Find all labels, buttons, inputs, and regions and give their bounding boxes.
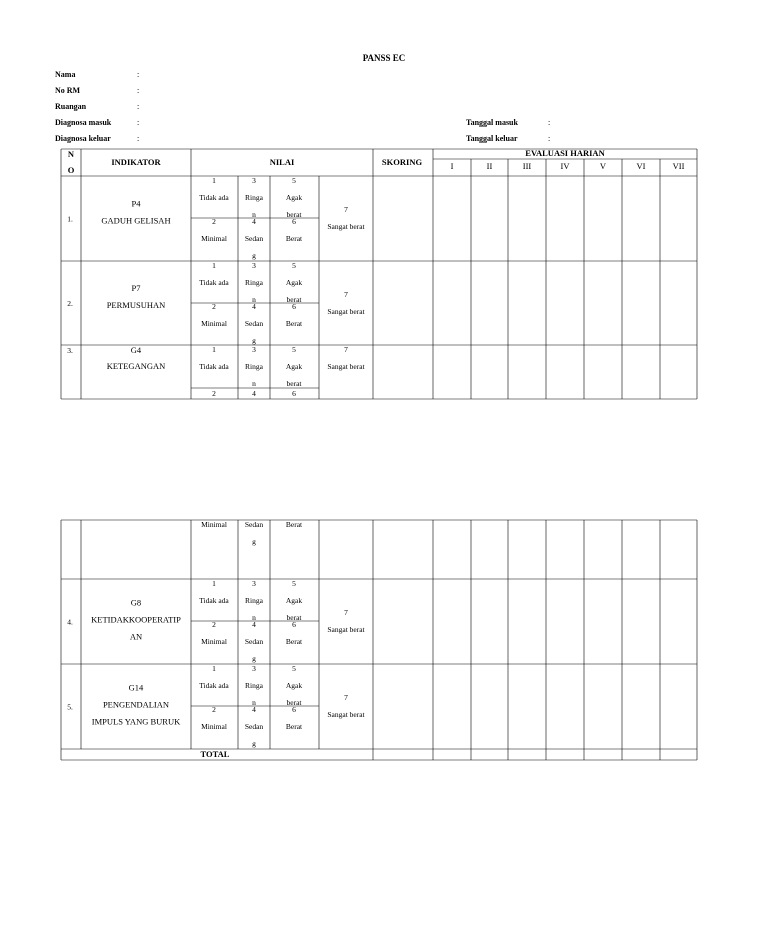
scale-label-sangat-berat: Sangat berat: [327, 710, 365, 719]
scale-number-5: 5: [292, 664, 296, 673]
scale-number-3: 3: [252, 579, 256, 588]
scale-label-berat: Berat: [285, 722, 303, 731]
scale-number-2: 2: [212, 705, 216, 714]
header-day-3: III: [522, 161, 532, 171]
scale-label-ringan: Ringa: [245, 681, 263, 690]
scale-label-agak-berat: berat: [286, 295, 302, 304]
indicator-name-4: AN: [129, 631, 143, 642]
scale-label-agak-berat: Agak: [285, 193, 303, 202]
scale-number-4: 4: [252, 302, 256, 311]
scale-label-minimal: Minimal: [201, 722, 227, 731]
header-no: N: [67, 149, 75, 159]
scale-label-agak-berat: Agak: [285, 278, 303, 287]
scale-label-tidak-ada: Tidak ada: [199, 596, 229, 605]
scale-label-agak-berat: berat: [286, 613, 302, 622]
header-day-5: V: [599, 161, 607, 171]
scale-label-sedang: Sedan: [244, 319, 264, 328]
field-colon-no-rm: :: [137, 86, 140, 95]
scale-number-4: 4: [252, 620, 256, 629]
indicator-name-4: KETIDAKKOOPERATIP: [91, 614, 181, 625]
field-label-diagnosa-keluar: Diagnosa keluar: [55, 134, 111, 143]
scale-number-1: 1: [212, 176, 216, 185]
scale-label-sedang: g: [252, 336, 256, 345]
scale-label-sedang: g: [252, 251, 256, 260]
indicator-name-2: PERMUSUHAN: [106, 300, 166, 310]
scale-label-berat: Berat: [285, 520, 303, 529]
scale-number-4: 4: [252, 217, 256, 226]
indicator-name-5: PENGENDALIAN: [102, 699, 170, 710]
scale-number-2: 2: [212, 620, 216, 629]
scale-number-3: 3: [252, 345, 256, 354]
total-label: TOTAL: [200, 749, 230, 759]
scale-number-2: 2: [212, 389, 216, 398]
row-number-5: 5.: [67, 702, 73, 712]
scale-number-2: 2: [212, 217, 216, 226]
scale-number-4: 4: [252, 705, 256, 714]
scale-label-ringan: Ringa: [245, 193, 263, 202]
scale-number-5: 5: [292, 261, 296, 270]
field-colon-ruangan: :: [137, 102, 140, 111]
scale-number-6: 6: [292, 217, 296, 226]
scale-number-5: 5: [292, 345, 296, 354]
scale-label-sedang: Sedan: [244, 722, 264, 731]
scale-label-agak-berat: berat: [286, 210, 302, 219]
scale-number-6: 6: [292, 620, 296, 629]
scale-label-ringan: n: [252, 210, 256, 219]
scale-number-3: 3: [252, 664, 256, 673]
scale-label-minimal: Minimal: [201, 234, 227, 243]
field-label-tanggal-keluar: Tanggal keluar: [466, 134, 518, 143]
field-colon-diagnosa-masuk: :: [137, 118, 140, 127]
header-day-2: II: [486, 161, 493, 171]
scale-label-sedang: g: [252, 739, 256, 748]
scale-number-5: 5: [292, 176, 296, 185]
scale-label-sangat-berat: Sangat berat: [327, 625, 365, 634]
row-number-1: 1.: [67, 214, 73, 224]
scale-label-sedang: g: [252, 537, 256, 546]
scale-label-ringan: n: [252, 698, 256, 707]
scale-label-berat: Berat: [285, 234, 303, 243]
field-label-ruangan: Ruangan: [55, 102, 87, 111]
form-title: PANSS EC: [362, 53, 406, 63]
scale-label-minimal: Minimal: [201, 520, 227, 529]
header-day-7: VII: [672, 161, 685, 171]
scale-number-7: 7: [344, 693, 348, 702]
indicator-name-3: KETEGANGAN: [106, 361, 166, 371]
scale-label-agak-berat: Agak: [285, 362, 303, 371]
scale-label-minimal: Minimal: [201, 637, 227, 646]
field-label-nama: Nama: [55, 70, 76, 79]
row-number-3: 3.: [67, 346, 73, 355]
scale-label-agak-berat: Agak: [285, 681, 303, 690]
scale-label-tidak-ada: Tidak ada: [199, 681, 229, 690]
scale-number-6: 6: [292, 705, 296, 714]
scale-label-berat: Berat: [285, 319, 303, 328]
scale-label-ringan: Ringa: [245, 362, 263, 371]
scale-label-sedang: Sedan: [244, 637, 264, 646]
field-colon-tanggal-masuk: :: [548, 118, 551, 127]
indicator-code-2: P7: [131, 283, 141, 293]
scale-number-2: 2: [212, 302, 216, 311]
header-evaluasi-harian: EVALUASI HARIAN: [525, 148, 605, 158]
scale-number-7: 7: [344, 290, 348, 299]
header-day-1: I: [450, 161, 454, 171]
field-colon-tanggal-keluar: :: [548, 134, 551, 143]
header-skoring: SKORING: [381, 157, 423, 167]
field-colon-nama: :: [137, 70, 140, 79]
scale-label-ringan: Ringa: [245, 596, 263, 605]
row-number-2: 2.: [67, 299, 73, 308]
scale-number-1: 1: [212, 579, 216, 588]
indicator-code-1: P4: [131, 198, 141, 209]
scale-label-ringan: n: [252, 295, 256, 304]
scale-label-sedang: Sedan: [244, 234, 264, 243]
scale-label-sedang: g: [252, 654, 256, 663]
field-label-diagnosa-masuk: Diagnosa masuk: [55, 118, 112, 127]
scale-number-3: 3: [252, 261, 256, 270]
indicator-name-1: GADUH GELISAH: [101, 215, 171, 226]
scale-number-3: 3: [252, 176, 256, 185]
scale-number-1: 1: [212, 664, 216, 673]
indicator-name-5: IMPULS YANG BURUK: [91, 716, 181, 727]
scale-number-7: 7: [344, 608, 348, 617]
scale-label-agak-berat: Agak: [285, 596, 303, 605]
scale-label-tidak-ada: Tidak ada: [199, 278, 229, 287]
header-indikator: INDIKATOR: [111, 157, 161, 167]
field-label-no-rm: No RM: [55, 86, 81, 95]
scale-number-1: 1: [212, 261, 216, 270]
scale-number-4: 4: [252, 389, 256, 398]
scale-label-sangat-berat: Sangat berat: [327, 222, 365, 231]
scale-label-agak-berat: berat: [286, 698, 302, 707]
scale-number-6: 6: [292, 302, 296, 311]
scale-label-berat: Berat: [285, 637, 303, 646]
scale-label-ringan: n: [252, 379, 256, 388]
field-label-tanggal-masuk: Tanggal masuk: [466, 118, 518, 127]
header-day-6: VI: [636, 161, 646, 171]
row-number-4: 4.: [67, 617, 73, 627]
scale-label-tidak-ada: Tidak ada: [199, 193, 229, 202]
scale-label-tidak-ada: Tidak ada: [199, 362, 229, 371]
scale-number-6: 6: [292, 389, 296, 398]
field-colon-diagnosa-keluar: :: [137, 134, 140, 143]
scale-label-sangat-berat: Sangat berat: [327, 362, 365, 371]
scale-label-ringan: Ringa: [245, 278, 263, 287]
scale-label-minimal: Minimal: [201, 319, 227, 328]
indicator-code-4: G8: [130, 597, 142, 608]
indicator-code-3: G4: [130, 345, 142, 355]
scale-number-5: 5: [292, 579, 296, 588]
scale-number-7: 7: [344, 205, 348, 214]
scale-label-ringan: n: [252, 613, 256, 622]
header-nilai: NILAI: [269, 157, 295, 167]
scale-label-sedang: Sedan: [244, 520, 264, 529]
header-no: O: [67, 165, 75, 175]
scale-number-7: 7: [344, 345, 348, 354]
indicator-code-5: G14: [128, 682, 144, 693]
header-day-4: IV: [560, 161, 570, 171]
scale-number-1: 1: [212, 345, 216, 354]
scale-label-agak-berat: berat: [286, 379, 302, 388]
scale-label-sangat-berat: Sangat berat: [327, 307, 365, 316]
